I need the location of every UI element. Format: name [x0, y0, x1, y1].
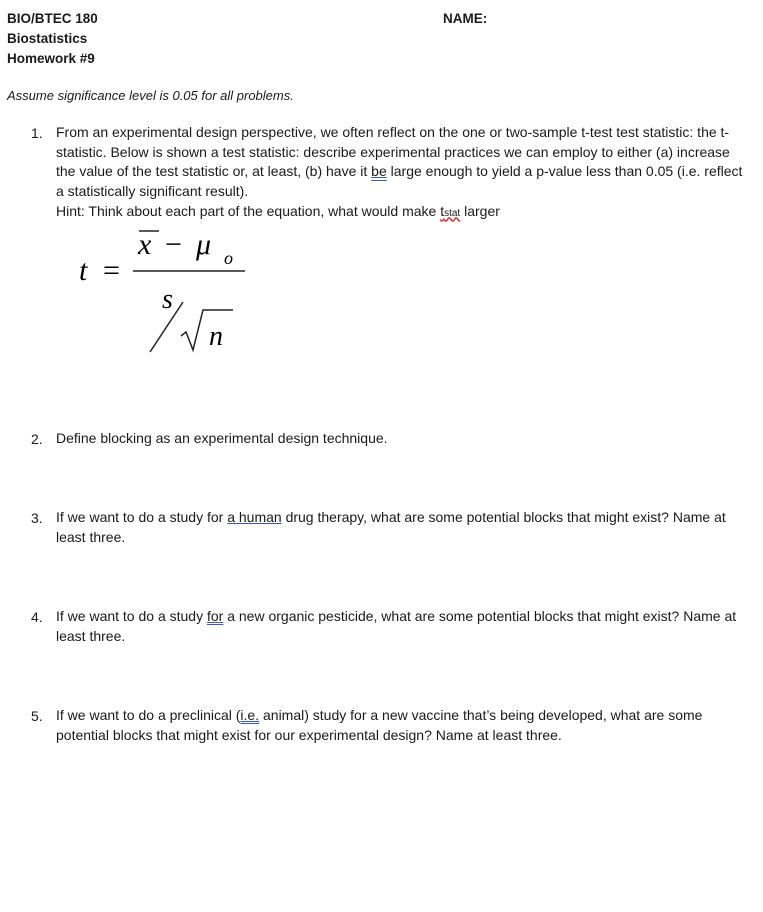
- instructions: Assume significance level is 0.05 for all problems.: [7, 88, 294, 103]
- question-1-number: 1.: [31, 125, 43, 141]
- question-3-underlined: a human: [227, 509, 282, 525]
- question-5-underlined: i.e.: [240, 707, 260, 723]
- question-5: If we want to do a preclinical (i.e. animal) study for a new vaccine that’s being developed, what are some potential blocks that might exist for our experimental design? Name at least three.: [56, 707, 703, 743]
- formula-mu: μ: [196, 228, 212, 261]
- course-subject: Biostatistics: [7, 31, 88, 46]
- assignment-title: Homework #9: [7, 51, 95, 66]
- formula-xbar: x: [138, 228, 152, 261]
- question-3: If we want to do a study for a human drug therapy, what are some potential blocks that might exist? Name at least three.: [56, 509, 726, 545]
- question-4: If we want to do a study for a new organic pesticide, what are some potential blocks that might exist? Name at least three.: [56, 608, 737, 644]
- formula-mu-sub: o: [224, 248, 233, 268]
- formula-t: t: [79, 254, 88, 287]
- question-2: [56, 429, 746, 449]
- question-4-number: 4.: [31, 609, 43, 625]
- formula-s: s: [162, 284, 173, 315]
- formula-minus: −: [165, 228, 182, 261]
- question-1: [56, 123, 746, 224]
- t-statistic-formula: [75, 228, 265, 358]
- hint-text-end: larger: [460, 202, 500, 219]
- formula-n: n: [209, 321, 223, 352]
- question-1-text-end: large enough to yield a p-value less than 0.05 (i.e. reflect a statistically significant result).: [56, 163, 743, 200]
- question-3-number: 3.: [31, 510, 43, 526]
- question-1-underlined-word: be: [371, 163, 387, 180]
- formula-equals: =: [103, 254, 120, 287]
- hint-text: Hint: Think about each part of the equation, what would make: [56, 202, 441, 219]
- question-2-number: 2.: [31, 431, 43, 447]
- sqrt-sign: [181, 310, 233, 350]
- course-code: BIO/BTEC 180: [7, 11, 98, 26]
- hint-tstat: tstat: [440, 202, 461, 219]
- name-label: NAME:: [443, 11, 488, 26]
- question-1-text: From an experimental design perspective, we often reflect on the one or two-sample t-test test statistic: the t-statistic. Below is shown a test statistic: describe experimental practices we can employ to either (a) increase the value of the test statistic or, at least, (b) have it: [56, 124, 730, 180]
- question-5-number: 5.: [31, 708, 43, 724]
- question-4-underlined: for: [206, 608, 224, 624]
- question-2-text: Define blocking as an experimental design technique.: [56, 430, 388, 446]
